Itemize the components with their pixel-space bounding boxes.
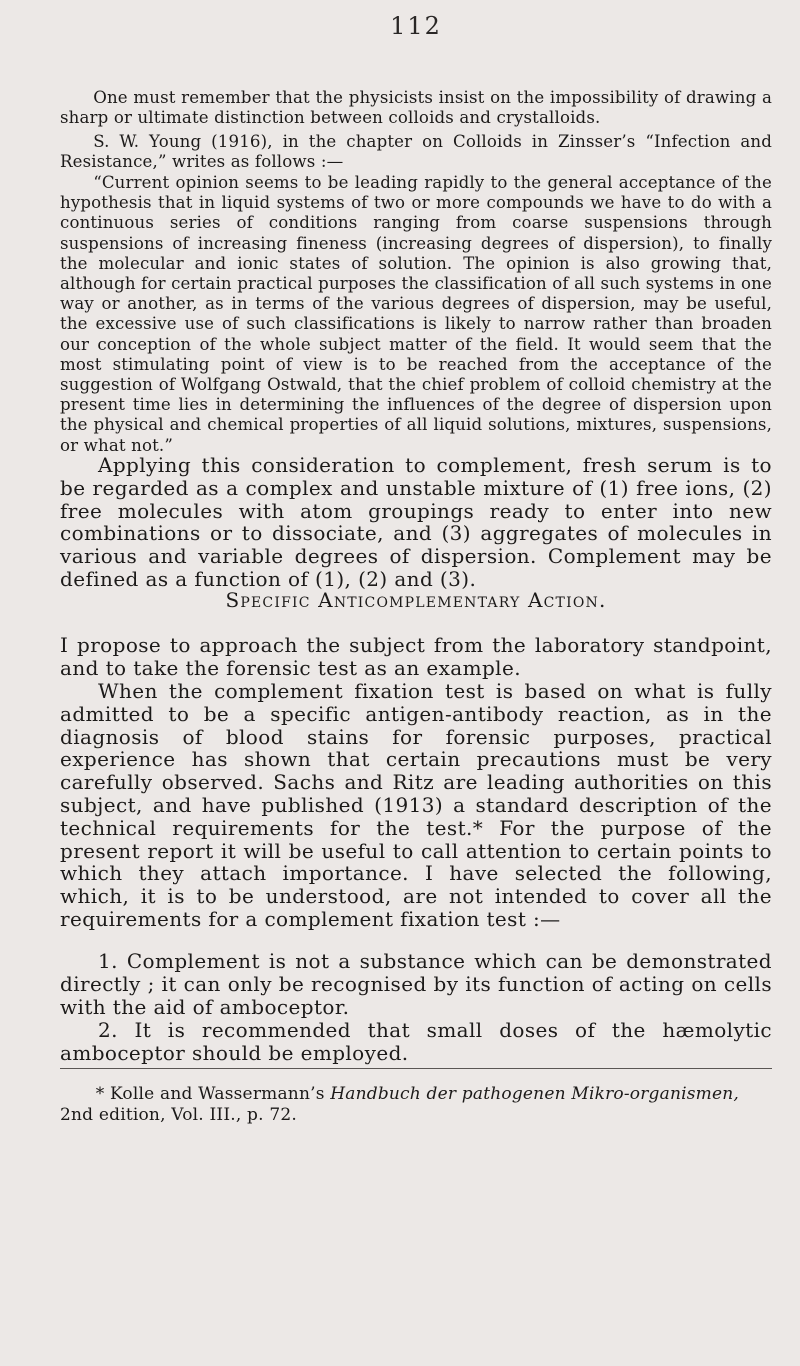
- paragraph-complement-definition: Applying this consideration to complement, fresh serum is to be regarded as a complex and unstable mixture of (1) free ions, (2) free molecules with atom groupings ready to enter into new combinations or to dissociate, and (3) aggregates of molecules in various and variable degrees of dispersion. Complement may be defined as a function of (1), (2) and (3).: [60, 453, 772, 591]
- footnote-reference: 2nd edition, Vol. III., p. 72.: [60, 1105, 297, 1125]
- paragraph-young-citation: S. W. Young (1916), in the chapter on Colloids in Zinsser’s “Infection and Resistance,” writes as follows :—: [60, 132, 772, 172]
- section-heading: Specific Anticomplementary Action.: [225, 588, 607, 612]
- paragraph-forensic-approach: I propose to approach the subject from the laboratory standpoint, and to take the forensic test as an example.: [60, 633, 772, 680]
- footnote-marker: * Kolle and Wassermann’s: [95, 1084, 331, 1104]
- page-number: 112: [390, 12, 442, 40]
- list-item-complement-function: 1. Complement is not a substance which can be demonstrated directly ; it can only be recognised by its function of acting on cells with the aid of amboceptor.: [60, 949, 772, 1019]
- footnote-title: Handbuch der pathogenen Mikro-organismen,: [330, 1084, 740, 1104]
- paragraph-fixation-test: When the complement fixation test is based on what is fully admitted to be a specific antigen-antibody reaction, as in the diagnosis of blood stains for forensic purposes, practical experience has shown that certain precautions must be very carefully observed. Sachs and Ritz are leading authorities on this subject, and have published (1913) a standard description of the technical requirements for the test.* For the purpose of the present report it will be useful to call attention to certain points to which they attach importance. I have selected the following, which, it is to be understood, are not intended to cover all the requirements for a complement fixation test :—: [60, 679, 772, 931]
- footnote-divider: [60, 1068, 772, 1069]
- footnote: [60, 1084, 772, 1126]
- list-item-amboceptor-dose: 2. It is recommended that small doses of the hæmolytic amboceptor should be employed.: [60, 1018, 772, 1065]
- paragraph-colloid-distinction: One must remember that the physicists insist on the impossibility of drawing a sharp or ultimate distinction between colloids and crystalloids.: [60, 88, 772, 128]
- book-page: [60, 0, 772, 1366]
- paragraph-quotation: “Current opinion seems to be leading rapidly to the general acceptance of the hypothesis that in liquid systems of two or more compounds we have to do with a continuous series of conditions ranging from coarse suspensions through suspensions of increasing fineness (increasing degrees of dispersion), to finally the molecular and ionic states of solution. The opinion is also growing that, although for certain practical purposes the classification of all such systems in one way or another, as in terms of the various degrees of dispersion, may be useful, the excessive use of such classifications is likely to narrow rather than broaden our conception of the whole subject matter of the field. It would seem that the most stimulating point of view is to be reached from the acceptance of the suggestion of Wolfgang Ostwald, that the chief problem of colloid chemistry at the present time lies in determining the influences of the degree of dispersion upon the physical and chemical properties of all liquid solutions, mixtures, suspensions, or what not.”: [60, 173, 772, 455]
